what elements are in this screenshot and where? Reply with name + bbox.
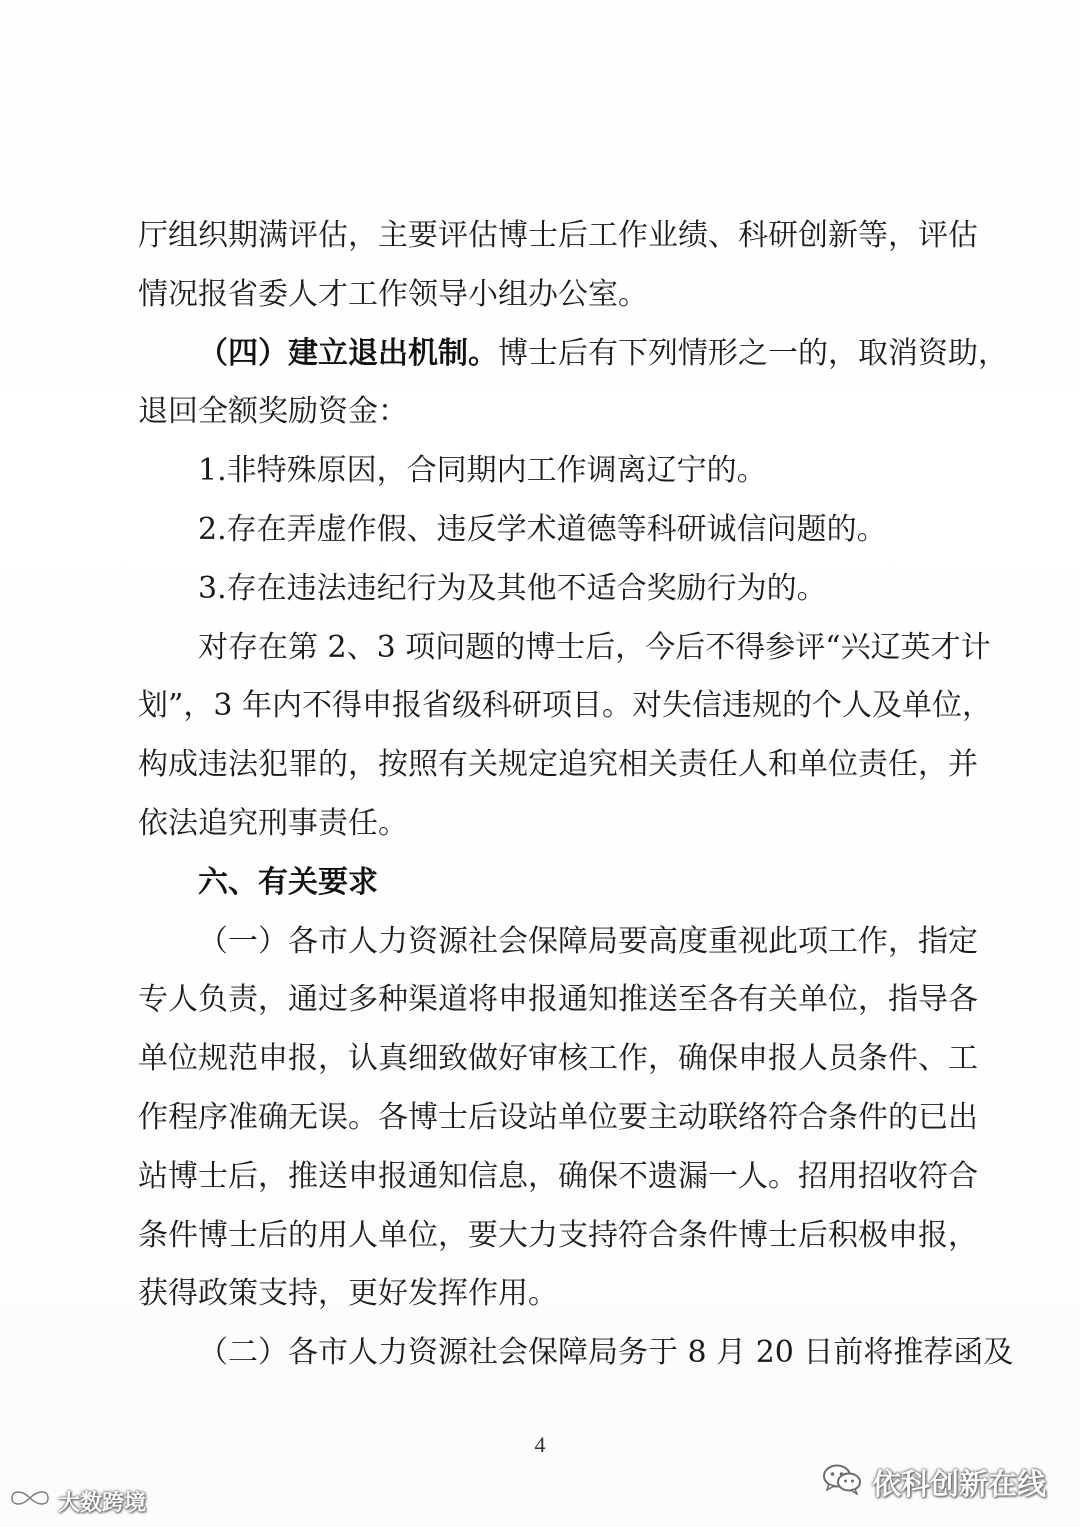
watermark-right (822, 1460, 1046, 1504)
watermark-left-text: 大数跨境 (58, 1490, 147, 1516)
document-body (138, 207, 1014, 1383)
penalty-line: 构成违法犯罪的，按照有关规定追究相关责任人和单位责任，并 (138, 747, 978, 783)
requirement-one-line: 获得政策支持，更好发挥作用。 (138, 1276, 558, 1312)
list-item: 1.非特殊原因，合同期内工作调离辽宁的。 (198, 453, 767, 489)
page-number: 4 (534, 1432, 546, 1457)
wechat-icon (822, 1463, 862, 1502)
paragraph-line: 情况报省委人才工作领导小组办公室。 (138, 276, 648, 312)
requirement-one-line: 专人负责，通过多种渠道将申报通知推送至各有关单位，指导各 (138, 982, 978, 1018)
section-four-text: 博士后有下列情形之一的，取消资助， (498, 335, 1008, 371)
section-four-continuation: 退回全额奖励资金： (138, 394, 408, 430)
requirement-one-line: （一）各市人力资源社会保障局要高度重视此项工作，指定 (198, 923, 978, 959)
requirement-one-line: 单位规范申报，认真细致做好审核工作，确保申报人员条件、工 (138, 1041, 978, 1077)
list-item: 3.存在违法违纪行为及其他不适合奖励行为的。 (198, 570, 827, 606)
section-six-heading: 六、有关要求 (198, 864, 378, 900)
penalty-line: 划”，3 年内不得申报省级科研项目。对失信违规的个人及单位， (138, 688, 992, 724)
requirement-one-line: 站博士后，推送申报通知信息，确保不遗漏一人。招用招收符合 (138, 1158, 978, 1194)
watermark-left (8, 1486, 146, 1516)
section-four-heading: （四）建立退出机制。 (198, 335, 498, 371)
penalty-line: 依法追究刑事责任。 (138, 805, 408, 841)
list-item: 2.存在弄虚作假、违反学术道德等科研诚信问题的。 (198, 511, 887, 547)
requirement-one-line: 条件博士后的用人单位，要大力支持符合条件博士后积极申报， (138, 1217, 978, 1253)
penalty-line: 对存在第 2、3 项问题的博士后，今后不得参评“兴辽英才计 (198, 629, 991, 665)
requirement-two-line: （二）各市人力资源社会保障局务于 8 月 20 日前将推荐函及 (198, 1335, 1014, 1371)
watermark-right-text: 依科创新在线 (871, 1466, 1046, 1501)
requirement-one-line: 作程序准确无误。各博士后设站单位要主动联络符合条件的已出 (138, 1099, 978, 1135)
section-four-line (138, 325, 1008, 384)
paragraph-line: 厅组织期满评估，主要评估博士后工作业绩、科研创新等，评估 (138, 218, 978, 253)
infinity-logo-icon (8, 1486, 52, 1516)
